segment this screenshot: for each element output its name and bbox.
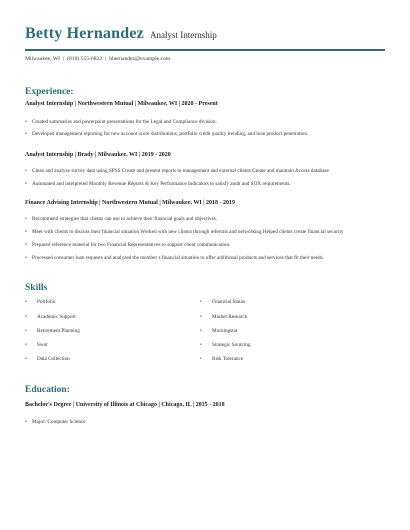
skill-item	[200, 314, 247, 320]
job-bullet	[25, 255, 324, 261]
skill-label: Academic Support	[37, 314, 76, 320]
education-bullet	[25, 419, 86, 425]
job-bullet	[25, 216, 217, 222]
job-title: Analyst Internship | Brady | Milwaukee, WI | 2019 - 2020	[25, 152, 171, 158]
skill-item	[200, 328, 238, 334]
job-title: Finance Advising Internship | Northwestern Mutual | Milwaukee, WI | 2018 - 2019	[25, 200, 236, 206]
candidate-name: Betty Hernandez	[25, 25, 144, 42]
job-bullet-text: Clean and analyze survey data using SPSS Create and present reports to management and external clients Create and maintain Access database	[32, 168, 329, 174]
experience-heading: Experience:	[25, 87, 74, 97]
job-title: Analyst Internship | Northwestern Mutual | Milwaukee, WI | 2020 - Present	[25, 101, 218, 107]
resume-header	[25, 25, 385, 43]
header-divider	[25, 49, 385, 51]
job-bullet-text: Automated and interpreted Monthly Revenue Reports & Key Performance Indicators to satisfy audit and SOX requirements.	[32, 181, 291, 187]
skill-label: Retirement Planning	[37, 328, 80, 334]
job-bullet-text: Prepared reference material for two Financial Representatives to support client communication.	[32, 242, 231, 248]
skill-label: Market Research	[212, 314, 248, 320]
skill-label: Swot	[37, 342, 48, 348]
job-bullet-text: Meet with clients to discuss their financial situation Worked with new clients through referrals and networking Helped clients create financial security	[32, 229, 344, 235]
contact-phone: (810) 555-6822	[67, 56, 103, 62]
skill-item	[25, 299, 55, 305]
skill-item	[200, 356, 243, 362]
skill-item	[25, 342, 48, 348]
skill-label: Risk Tolerance	[212, 356, 244, 362]
job-bullet-text: Developed management reporting for new account score distributions, portfolio credit quality trending, and loan product penetration.	[32, 131, 309, 137]
job-bullet	[25, 229, 344, 235]
contact-line	[25, 56, 170, 62]
name-line	[25, 25, 385, 43]
job-bullet-text: Created summaries and powerpoint presentations for the Legal and Compliance division.	[32, 119, 217, 125]
job-bullet-text: Recommend strategies that clients can use to achieve their financial goals and objectives.	[32, 216, 218, 222]
skill-label: Portfolio	[37, 299, 56, 305]
skill-item	[25, 328, 80, 334]
skills-heading: Skills	[25, 283, 48, 293]
skill-label: Strategic Sourcing	[212, 342, 251, 348]
job-bullet	[25, 131, 308, 137]
skill-label: Data Collection	[37, 356, 70, 362]
job-bullet	[25, 168, 329, 174]
contact-location: Milwaukee, WI	[25, 56, 61, 62]
degree-title: Bachelor's Degree | University of Illinois at Chicago | Chicago, IL | 2015 - 2018	[25, 402, 225, 408]
contact-separator: |	[105, 56, 107, 62]
job-bullet-text: Processed consumer loan requests and analyzed the member s financial situation to offer additional products and services that fit their needs.	[32, 255, 324, 261]
skill-label: Morningstar	[212, 328, 238, 334]
job-bullet	[25, 242, 230, 248]
skill-item	[200, 299, 245, 305]
education-bullet-text: Major: Computer Science	[32, 419, 86, 425]
job-bullet	[25, 119, 217, 125]
job-bullet	[25, 181, 291, 187]
skill-item	[25, 314, 76, 320]
skill-item	[200, 342, 250, 348]
contact-email[interactable]: bhernandez@example.com	[109, 56, 171, 62]
candidate-title: Analyst Internship	[149, 30, 217, 40]
education-heading: Education:	[25, 385, 70, 395]
contact-separator: |	[63, 56, 65, 62]
skill-label: Financial Status	[212, 299, 246, 305]
skill-item	[25, 356, 70, 362]
